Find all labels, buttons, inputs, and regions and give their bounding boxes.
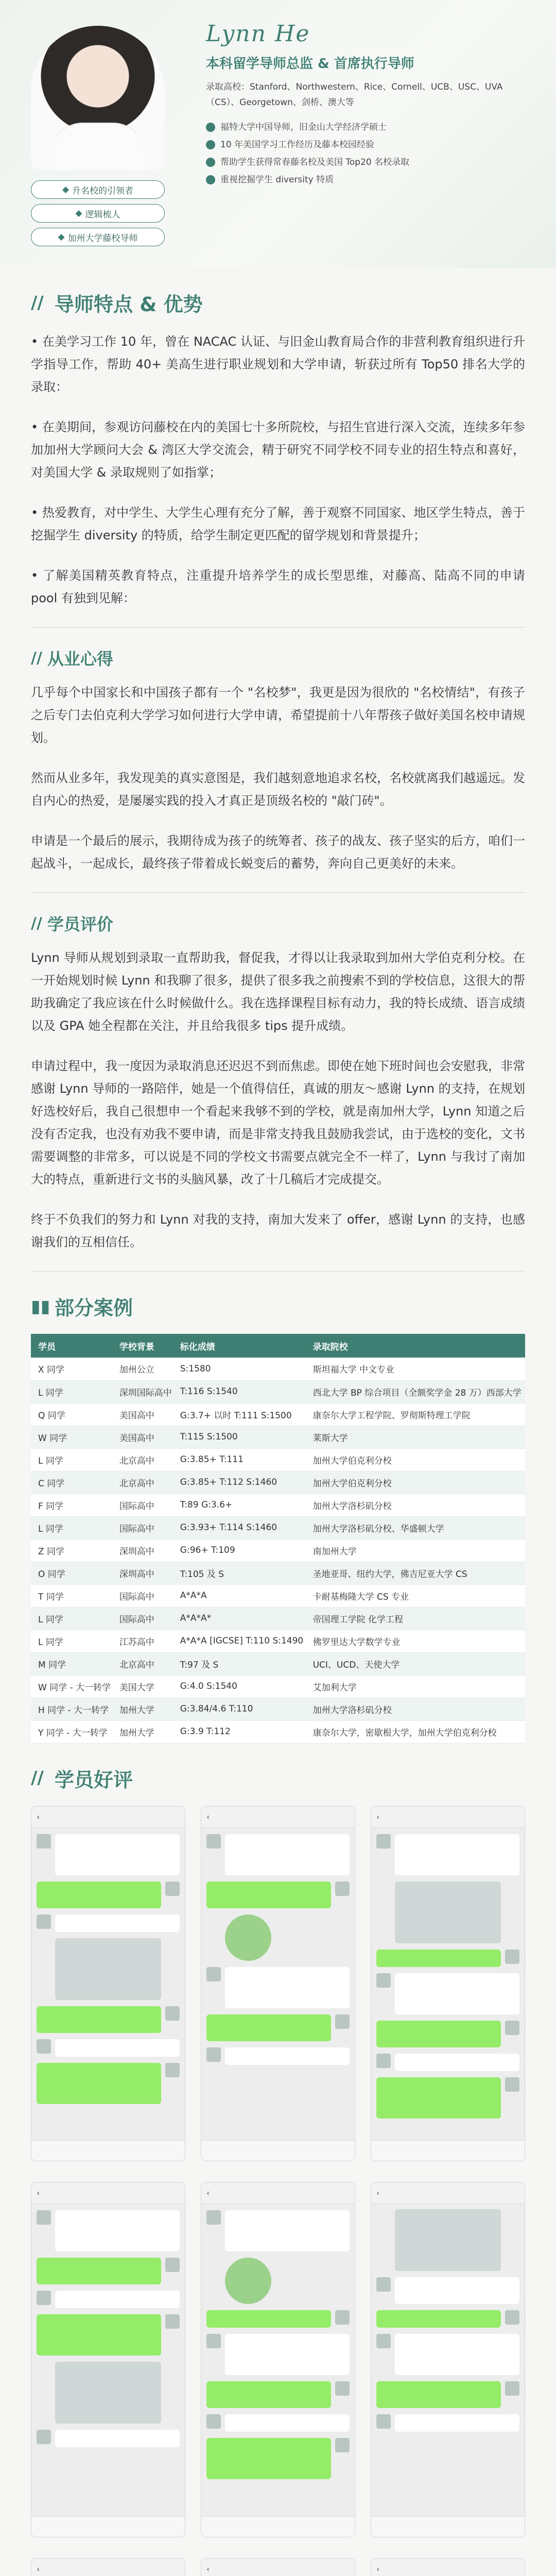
heart-paragraph: 几乎每个中国家长和中国孩子都有一个 "名校梦"，我更是因为很欣的 "名校情结"，有孩子之后专门去伯克利大学学习如何进行大学申请，希望提前十八年帮孩子做好美国名校申请规划。 xyxy=(31,685,525,745)
chat-input-bar xyxy=(371,2516,525,2537)
hero-tag-label: 加州大学藤校导师 xyxy=(67,233,138,244)
chat-message xyxy=(37,2291,180,2308)
review-screenshot xyxy=(31,1806,185,2161)
avatar xyxy=(376,2414,391,2429)
table-header-row xyxy=(31,1334,525,1358)
mentor-bullet xyxy=(206,154,535,171)
bullet-text: 重视挖掘学生 diversity 特质 xyxy=(220,175,334,185)
table-cell: T:115 S:1500 xyxy=(173,1426,306,1448)
section-title xyxy=(31,1292,525,1320)
review-screenshot xyxy=(31,2182,185,2537)
tag-icon: ◆ xyxy=(62,184,70,195)
avatar xyxy=(37,2291,51,2305)
back-arrow-icon: ‹ xyxy=(376,2188,380,2198)
table-cell: 佛罗里达大学数学专业 xyxy=(306,1630,525,1652)
hero-tag xyxy=(31,228,165,246)
table-cell: 国际高中 xyxy=(112,1516,173,1539)
slash-icon: // xyxy=(31,292,44,313)
chat-message xyxy=(206,1834,350,1875)
chat-input-bar xyxy=(201,2516,355,2537)
table-cell: T 同学 xyxy=(31,1584,112,1607)
table-cell: 加州大学洛杉矶分校 xyxy=(306,1698,525,1720)
table-row xyxy=(31,1426,525,1448)
review-screenshot xyxy=(371,1806,525,2161)
table-cell: Y 同学 - 大一转学 xyxy=(31,1720,112,1743)
case-table-body xyxy=(31,1358,525,1743)
bullet-dot-icon xyxy=(206,175,215,184)
table-cell: 加州大学 xyxy=(112,1698,173,1720)
tag-icon: ◆ xyxy=(58,232,65,242)
message-bubble xyxy=(225,2414,350,2432)
slash-icon: // xyxy=(31,649,42,667)
table-cell: C 同学 xyxy=(31,1471,112,1494)
back-arrow-icon: ‹ xyxy=(206,2188,210,2198)
feature-paragraph: • 热爱教育，对中学生、大学生心理有充分了解，善于观察不同国家、地区学生特点，善于挖掘学生 diversity 的特质，给学生制定更匹配的留学规划和背景提升； xyxy=(31,505,525,543)
avatar xyxy=(206,2047,221,2062)
table-cell: M 同学 xyxy=(31,1652,112,1675)
chat-message xyxy=(376,1834,519,1875)
chat-sticker xyxy=(225,2258,271,2304)
table-cell: 加州大学伯克利分校 xyxy=(306,1471,525,1494)
chat-header xyxy=(371,2182,525,2204)
table-cell: 北京高中 xyxy=(112,1448,173,1471)
table-cell: T:97 及 S xyxy=(173,1652,306,1675)
message-bubble xyxy=(206,2438,331,2479)
review-screenshot xyxy=(31,2558,185,2576)
hero-tag xyxy=(31,204,165,223)
hero-tag xyxy=(31,180,165,199)
slash-icon: // xyxy=(31,1768,44,1788)
chat-message xyxy=(37,2006,180,2033)
chat-message xyxy=(206,2334,350,2375)
table-cell: 美国高中 xyxy=(112,1426,173,1448)
table-cell: L 同学 xyxy=(31,1630,112,1652)
mentor-bullet xyxy=(206,136,535,154)
table-row xyxy=(31,1562,525,1584)
divider xyxy=(31,627,525,628)
chat-input-bar xyxy=(31,2516,185,2537)
eval-paragraph: 申请过程中，我一度因为录取消息还迟迟不到而焦虑。即使在她下班时间也会安慰我，非常感谢 Lynn 导师的一路陪伴，她是一个值得信任，真诚的朋友～感谢 Lynn 的支持，在规划好选校好后，我自己很想申一个看起来我够不到的学校，就是南加州大学，Lynn 知道之后没有否定我，也没有劝我不要申请，而是非常支持我且鼓励我尝试，由于选校的变化，文书需要调整的非常多，可以说是不同的学校文书需要点就完全不一样了，Lynn 与我讨了南加大的特点，重新进行文书的头脑风暴，改了十几稿后才完成提交。 xyxy=(31,1059,525,1187)
table-cell: G:3.85+ T:111 xyxy=(173,1448,306,1471)
heart-paragraph: 申请是一个最后的展示，我期待成为孩子的统筹者、孩子的战友、孩子坚实的后方，咱们一起战斗，一起成长，最终孩子带着成长蜕变后的蓄势，奔向自己更美好的未来。 xyxy=(31,834,525,871)
message-bubble xyxy=(55,2430,180,2447)
avatar xyxy=(376,1834,391,1849)
table-row xyxy=(31,1403,525,1426)
divider xyxy=(31,892,525,893)
table-cell: 加州大学 xyxy=(112,1720,173,1743)
section-title-text: 学员好评 xyxy=(55,1768,133,1791)
message-bubble xyxy=(55,1914,180,1932)
chat-message xyxy=(206,1967,350,2008)
table-row xyxy=(31,1607,525,1630)
message-bubble xyxy=(55,2291,180,2308)
back-arrow-icon: ‹ xyxy=(376,2564,380,2574)
message-bubble xyxy=(225,2334,350,2375)
chat-image xyxy=(55,1938,161,2000)
avatar xyxy=(335,2438,350,2452)
message-bubble xyxy=(206,1882,331,1908)
table-cell: F 同学 xyxy=(31,1494,112,1516)
table-cell: G:3.84/4.6 T:110 xyxy=(173,1698,306,1720)
avatar xyxy=(37,1914,51,1929)
chat-message xyxy=(376,2310,519,2328)
table-cell: 康奈尔大学工程学院、罗彻斯特理工学院 xyxy=(306,1403,525,1426)
bullet-dot-icon xyxy=(206,140,215,149)
mentor-bullet xyxy=(206,171,535,189)
table-cell: G:3.85+ T:112 S:1460 xyxy=(173,1471,306,1494)
table-cell: S:1580 xyxy=(173,1358,306,1380)
message-bubble xyxy=(55,2210,180,2251)
avatar xyxy=(335,2310,350,2325)
message-bubble xyxy=(37,2006,161,2033)
section-title-text: 部分案例 xyxy=(55,1297,133,1319)
avatar xyxy=(206,2334,221,2348)
table-cell: 康奈尔大学，密歇根大学，加州大学伯克利分校 xyxy=(306,1720,525,1743)
avatar xyxy=(206,2210,221,2225)
mentor-photo xyxy=(31,26,165,170)
review-screenshot xyxy=(371,2558,525,2576)
table-cell: 深圳国际高中 xyxy=(112,1380,173,1403)
table-cell: 南加州大学 xyxy=(306,1539,525,1562)
avatar xyxy=(206,1834,221,1849)
table-cell: T:89 G:3.6+ xyxy=(173,1494,306,1516)
table-cell: 帝国理工学院 化学工程 xyxy=(306,1607,525,1630)
message-bubble xyxy=(55,2039,180,2057)
mentor-admissions: 录取高校：Stanford、Northwestern、Rice、Cornell、UCB、USC、UVA（CS）、Georgetown、剑桥、澳大等 xyxy=(206,82,503,108)
avatar xyxy=(505,2077,519,2092)
message-bubble xyxy=(376,2381,501,2408)
table-cell: G:3.9 T:112 xyxy=(173,1720,306,1743)
message-bubble xyxy=(37,1882,161,1908)
review-screenshot xyxy=(371,2182,525,2537)
section-title xyxy=(31,646,525,670)
tag-icon: ◆ xyxy=(75,208,82,218)
message-bubble xyxy=(37,2258,161,2284)
section-title-text: 从业心得 xyxy=(47,649,113,669)
avatar xyxy=(165,2063,180,2077)
avatar xyxy=(165,1882,180,1896)
table-cell: 国际高中 xyxy=(112,1494,173,1516)
review-screenshot xyxy=(201,2182,355,2537)
message-bubble xyxy=(376,2021,501,2047)
bullet-text: 10 年美国学习工作经历及藤本校园经验 xyxy=(220,140,375,150)
eval-paragraph: 终于不负我们的努力和 Lynn 对我的支持，南加大发来了 offer，感谢 Lynn 的支持，也感谢我们的互相信任。 xyxy=(31,1212,525,1249)
message-bubble xyxy=(395,2277,519,2304)
table-cell: Z 同学 xyxy=(31,1539,112,1562)
bar-chart-icon: ▮▮ xyxy=(31,1296,50,1317)
case-table xyxy=(31,1334,525,1743)
chat-message xyxy=(37,1914,180,1932)
avatar xyxy=(505,1950,519,1964)
avatar xyxy=(376,2054,391,2068)
chat-header xyxy=(31,1806,185,1828)
table-cell: G:3.7+ 以时 T:111 S:1500 xyxy=(173,1403,306,1426)
table-cell: L 同学 xyxy=(31,1448,112,1471)
avatar xyxy=(165,2258,180,2272)
chat-input-bar xyxy=(31,2140,185,2161)
avatar xyxy=(37,2430,51,2444)
avatar xyxy=(376,2334,391,2348)
message-bubble xyxy=(395,2334,519,2375)
section-title-text: 学员评价 xyxy=(47,914,113,934)
table-cell: Q 同学 xyxy=(31,1403,112,1426)
chat-message xyxy=(206,2014,350,2041)
chat-header xyxy=(201,2558,355,2576)
section-title xyxy=(31,911,525,935)
table-row xyxy=(31,1494,525,1516)
hero-tags xyxy=(31,180,165,251)
heart-paragraph: 然而从业多年，我发现美的真实意图是，我们越刻意地追求名校，名校就离我们越遥远。发自内心的热爱，是屡屡实践的投入才真正是顶级名校的 "敲门砖"。 xyxy=(31,771,525,808)
review-screenshot xyxy=(201,2558,355,2576)
column-header: 学员 xyxy=(31,1334,112,1358)
avatar xyxy=(206,2414,221,2429)
table-cell: W 同学 - 大一转学 xyxy=(31,1675,112,1698)
chat-message xyxy=(206,2310,350,2328)
hero-tag-label: 逻辑梳人 xyxy=(85,209,120,220)
table-row xyxy=(31,1630,525,1652)
table-cell: 加州大学洛杉矶分校、华盛顿大学 xyxy=(306,1516,525,1539)
table-cell: UCI、UCD、天使大学 xyxy=(306,1652,525,1675)
chat-message xyxy=(376,1973,519,2014)
table-cell: 国际高中 xyxy=(112,1584,173,1607)
table-cell: G:96+ T:109 xyxy=(173,1539,306,1562)
chat-message xyxy=(206,2381,350,2408)
chat-message xyxy=(376,2277,519,2304)
divider xyxy=(31,1271,525,1272)
chat-message xyxy=(37,2258,180,2284)
table-cell: G:4.0 S:1540 xyxy=(173,1675,306,1698)
section-title xyxy=(31,289,525,317)
hero-tag-label: 升名校的引领者 xyxy=(72,185,134,196)
table-cell: 斯坦福大学 中文专业 xyxy=(306,1358,525,1380)
table-cell: 美国大学 xyxy=(112,1675,173,1698)
chat-input-bar xyxy=(201,2140,355,2161)
table-cell: H 同学 - 大一转学 xyxy=(31,1698,112,1720)
message-bubble xyxy=(225,1834,350,1875)
table-row xyxy=(31,1539,525,1562)
message-bubble xyxy=(395,2054,519,2071)
feature-paragraph: • 在美学习工作 10 年，曾在 NACAC 认证、与旧金山教育局合作的非营利教育组织进行升学指导工作，帮助 40+ 美高生进行职业规划和大学申请，斩获过所有 Top50 排名大学的录取： xyxy=(31,334,525,394)
table-row xyxy=(31,1698,525,1720)
table-cell: L 同学 xyxy=(31,1607,112,1630)
back-arrow-icon: ‹ xyxy=(37,1811,40,1822)
feature-paragraph: • 了解美国精英教育特点，注重提升培养学生的成长型思维，对藤高、陆高不同的申请 pool 有独到见解： xyxy=(31,568,525,605)
chat-message xyxy=(206,2438,350,2479)
message-bubble xyxy=(225,1967,350,2008)
chat-message xyxy=(376,2334,519,2375)
chat-input-bar xyxy=(371,2140,525,2161)
table-row xyxy=(31,1720,525,1743)
avatar xyxy=(335,1882,350,1896)
chat-message xyxy=(376,2381,519,2408)
avatar xyxy=(505,2021,519,2035)
message-bubble xyxy=(376,2077,501,2119)
table-cell: W 同学 xyxy=(31,1426,112,1448)
message-bubble xyxy=(206,2014,331,2041)
table-cell: 加州公立 xyxy=(112,1358,173,1380)
avatar xyxy=(505,2381,519,2396)
chat-message xyxy=(37,1882,180,1908)
table-cell: T:116 S:1540 xyxy=(173,1380,306,1403)
section-title xyxy=(31,1764,525,1792)
back-arrow-icon: ‹ xyxy=(206,2564,210,2574)
chat-image xyxy=(395,1882,501,1943)
chat-message xyxy=(37,2314,180,2355)
message-bubble xyxy=(395,1973,519,2014)
column-header: 录取院校 xyxy=(306,1334,525,1358)
message-bubble xyxy=(37,2063,161,2104)
bullet-text: 福特大学中国导师，旧金山大学经济学硕士 xyxy=(220,122,387,132)
back-arrow-icon: ‹ xyxy=(37,2564,40,2574)
review-screenshot xyxy=(201,1806,355,2161)
message-bubble xyxy=(206,2310,331,2328)
column-header: 标化成绩 xyxy=(173,1334,306,1358)
chat-image xyxy=(395,2209,501,2271)
back-arrow-icon: ‹ xyxy=(376,1811,380,1822)
avatar xyxy=(376,2277,391,2292)
slash-icon: // xyxy=(31,914,42,933)
chat-message xyxy=(376,2054,519,2071)
bullet-dot-icon xyxy=(206,158,215,167)
avatar xyxy=(165,2314,180,2329)
message-bubble xyxy=(225,2047,350,2065)
chat-message xyxy=(37,1834,180,1875)
message-bubble xyxy=(206,2381,331,2408)
table-cell: 西北大学 BP 综合项目（全额奖学金 28 万）西部大学 xyxy=(306,1380,525,1403)
chat-message xyxy=(206,2414,350,2432)
mentor-bullet xyxy=(206,118,535,136)
message-bubble xyxy=(376,2310,501,2328)
message-bubble xyxy=(395,1834,519,1875)
table-cell: L 同学 xyxy=(31,1516,112,1539)
chat-message xyxy=(37,2210,180,2251)
message-bubble xyxy=(395,2414,519,2432)
table-row xyxy=(31,1652,525,1675)
table-cell: G:3.93+ T:114 S:1460 xyxy=(173,1516,306,1539)
chat-message xyxy=(206,2047,350,2065)
table-cell: 深圳高中 xyxy=(112,1539,173,1562)
avatar xyxy=(335,2381,350,2396)
chat-header xyxy=(371,2558,525,2576)
chat-image xyxy=(55,2362,161,2424)
table-cell: 深圳高中 xyxy=(112,1562,173,1584)
chat-message xyxy=(37,2039,180,2057)
chat-message xyxy=(376,2414,519,2432)
table-cell: 北京高中 xyxy=(112,1652,173,1675)
message-bubble xyxy=(376,1950,501,1967)
mentor-bullets xyxy=(206,118,535,189)
table-cell: 美国高中 xyxy=(112,1403,173,1426)
chat-sticker xyxy=(225,1914,271,1961)
chat-header xyxy=(31,2558,185,2576)
chat-header xyxy=(371,1806,525,1828)
table-cell: 国际高中 xyxy=(112,1607,173,1630)
table-row xyxy=(31,1380,525,1403)
eval-paragraph: Lynn 导师从规划到录取一直帮助我，督促我，才得以让我录取到加州大学伯克利分校。在一开始规划时候 Lynn 和我聊了很多，提供了很多我之前搜索不到的学校信息，这很大的帮助我确定了我应该在什么时候做什么。我在选择课程目标有动力，我的特长成绩、语言成绩以及 GPA 她全程都在关注，并且给我很多 tips 提升成绩。 xyxy=(31,951,525,1033)
avatar xyxy=(165,2006,180,2021)
avatar xyxy=(505,2310,519,2325)
mentor-subtitle: 本科留学导师总监 & 首席执行导师 xyxy=(206,56,414,72)
chat-message xyxy=(376,1950,519,1967)
review-grid xyxy=(31,1806,525,2576)
message-bubble xyxy=(225,2210,350,2251)
table-cell: X 同学 xyxy=(31,1358,112,1380)
table-cell: 加州大学洛杉矶分校 xyxy=(306,1494,525,1516)
table-cell: 北京高中 xyxy=(112,1471,173,1494)
message-bubble xyxy=(37,2314,161,2355)
table-cell: 圣地亚哥、纽约大学，佛吉尼亚大学 CS xyxy=(306,1562,525,1584)
back-arrow-icon: ‹ xyxy=(37,2188,40,2198)
features-section xyxy=(0,289,556,2576)
avatar xyxy=(37,2039,51,2054)
chat-header xyxy=(201,2182,355,2204)
table-cell: 卡耐基梅隆大学 CS 专业 xyxy=(306,1584,525,1607)
chat-message xyxy=(376,2021,519,2047)
table-row xyxy=(31,1675,525,1698)
table-cell: A*A*A* xyxy=(173,1607,306,1630)
avatar xyxy=(335,2014,350,2029)
avatar xyxy=(206,1967,221,1981)
avatar xyxy=(37,1834,51,1849)
table-cell: T:105 及 S xyxy=(173,1562,306,1584)
table-row xyxy=(31,1516,525,1539)
chat-message xyxy=(206,2210,350,2251)
table-cell: 加州大学伯克利分校 xyxy=(306,1448,525,1471)
hero-info xyxy=(206,21,535,189)
avatar xyxy=(37,2210,51,2225)
table-cell: 江苏高中 xyxy=(112,1630,173,1652)
table-cell: O 同学 xyxy=(31,1562,112,1584)
back-arrow-icon: ‹ xyxy=(206,1811,210,1822)
chat-message xyxy=(37,2430,180,2447)
chat-header xyxy=(31,2182,185,2204)
table-row xyxy=(31,1448,525,1471)
section-title-text: 导师特点 & 优势 xyxy=(55,293,203,316)
column-header: 学校背景 xyxy=(112,1334,173,1358)
chat-header xyxy=(201,1806,355,1828)
avatar xyxy=(376,1973,391,1988)
mentor-name: Lynn He xyxy=(206,21,310,47)
table-row xyxy=(31,1584,525,1607)
table-cell: A*A*A xyxy=(173,1584,306,1607)
table-cell: 莱斯大学 xyxy=(306,1426,525,1448)
chat-message xyxy=(376,2077,519,2119)
hero xyxy=(0,0,556,268)
chat-message xyxy=(206,1882,350,1908)
table-cell: L 同学 xyxy=(31,1380,112,1403)
table-cell: A*A*A [IGCSE] T:110 S:1490 xyxy=(173,1630,306,1652)
message-bubble xyxy=(55,1834,180,1875)
bullet-dot-icon xyxy=(206,123,215,132)
table-row xyxy=(31,1358,525,1380)
feature-paragraph: • 在美期间，参观访问藤校在内的美国七十多所院校，与招生官进行深入交流，连续多年参加加州大学顾问大会 & 湾区大学交流会，精于研究不同学校不同专业的招生特点和喜好，对美国大学 & 录取规则了如指掌； xyxy=(31,420,525,480)
bullet-text: 帮助学生获得常春藤名校及美国 Top20 名校录取 xyxy=(220,157,410,167)
chat-message xyxy=(37,2063,180,2104)
table-row xyxy=(31,1471,525,1494)
table-cell: 艾加利大学 xyxy=(306,1675,525,1698)
